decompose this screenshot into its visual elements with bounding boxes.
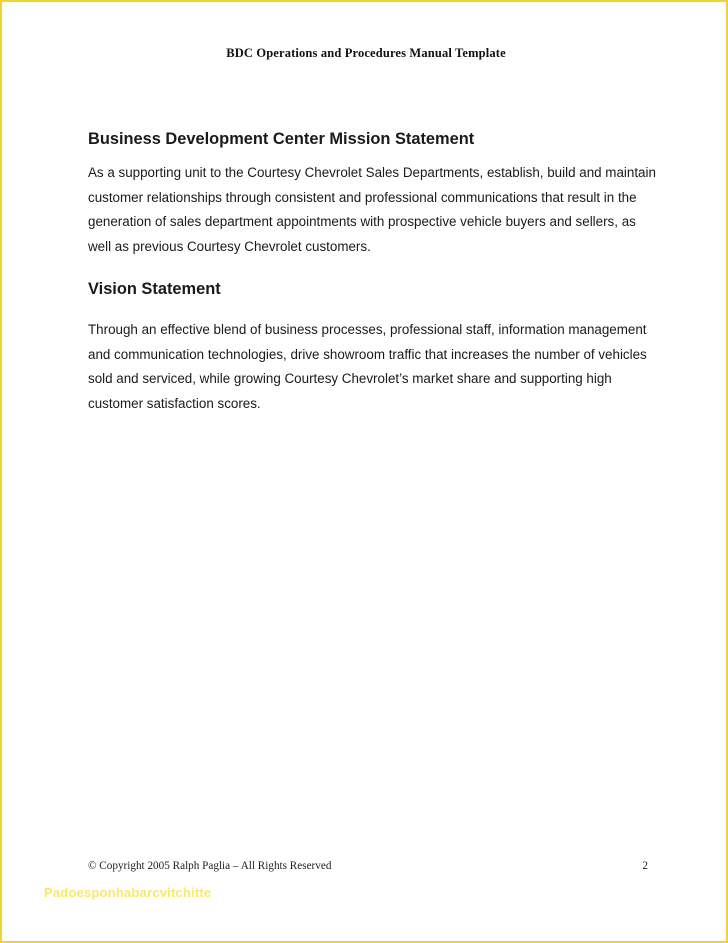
mission-heading: Business Development Center Mission Statement xyxy=(88,130,475,148)
page-number: 2 xyxy=(642,860,648,872)
page-content xyxy=(88,128,658,416)
vision-paragraph: Through an effective blend of business processes, professional staff, information management and communication technologies, drive showroom traffic that increases the number of vehicles sold and serviced, while growing Courtesy Chevrolet’s market share and supporting high customer satisfaction scores. xyxy=(88,322,647,411)
mission-paragraph: As a supporting unit to the Courtesy Chevrolet Sales Departments, establish, build and maintain customer relationships through consistent and professional communications that result in the generation of sales department appointments with prospective vehicle buyers and sellers, as well as previous Courtesy Chevrolet customers. xyxy=(88,165,656,254)
copyright-notice: © Copyright 2005 Ralph Paglia – All Rights Reserved xyxy=(88,860,332,872)
page-header-title: BDC Operations and Procedures Manual Template xyxy=(226,46,506,60)
watermark: Padoesponhabarcvitchitte xyxy=(44,885,212,900)
vision-heading: Vision Statement xyxy=(88,280,221,298)
